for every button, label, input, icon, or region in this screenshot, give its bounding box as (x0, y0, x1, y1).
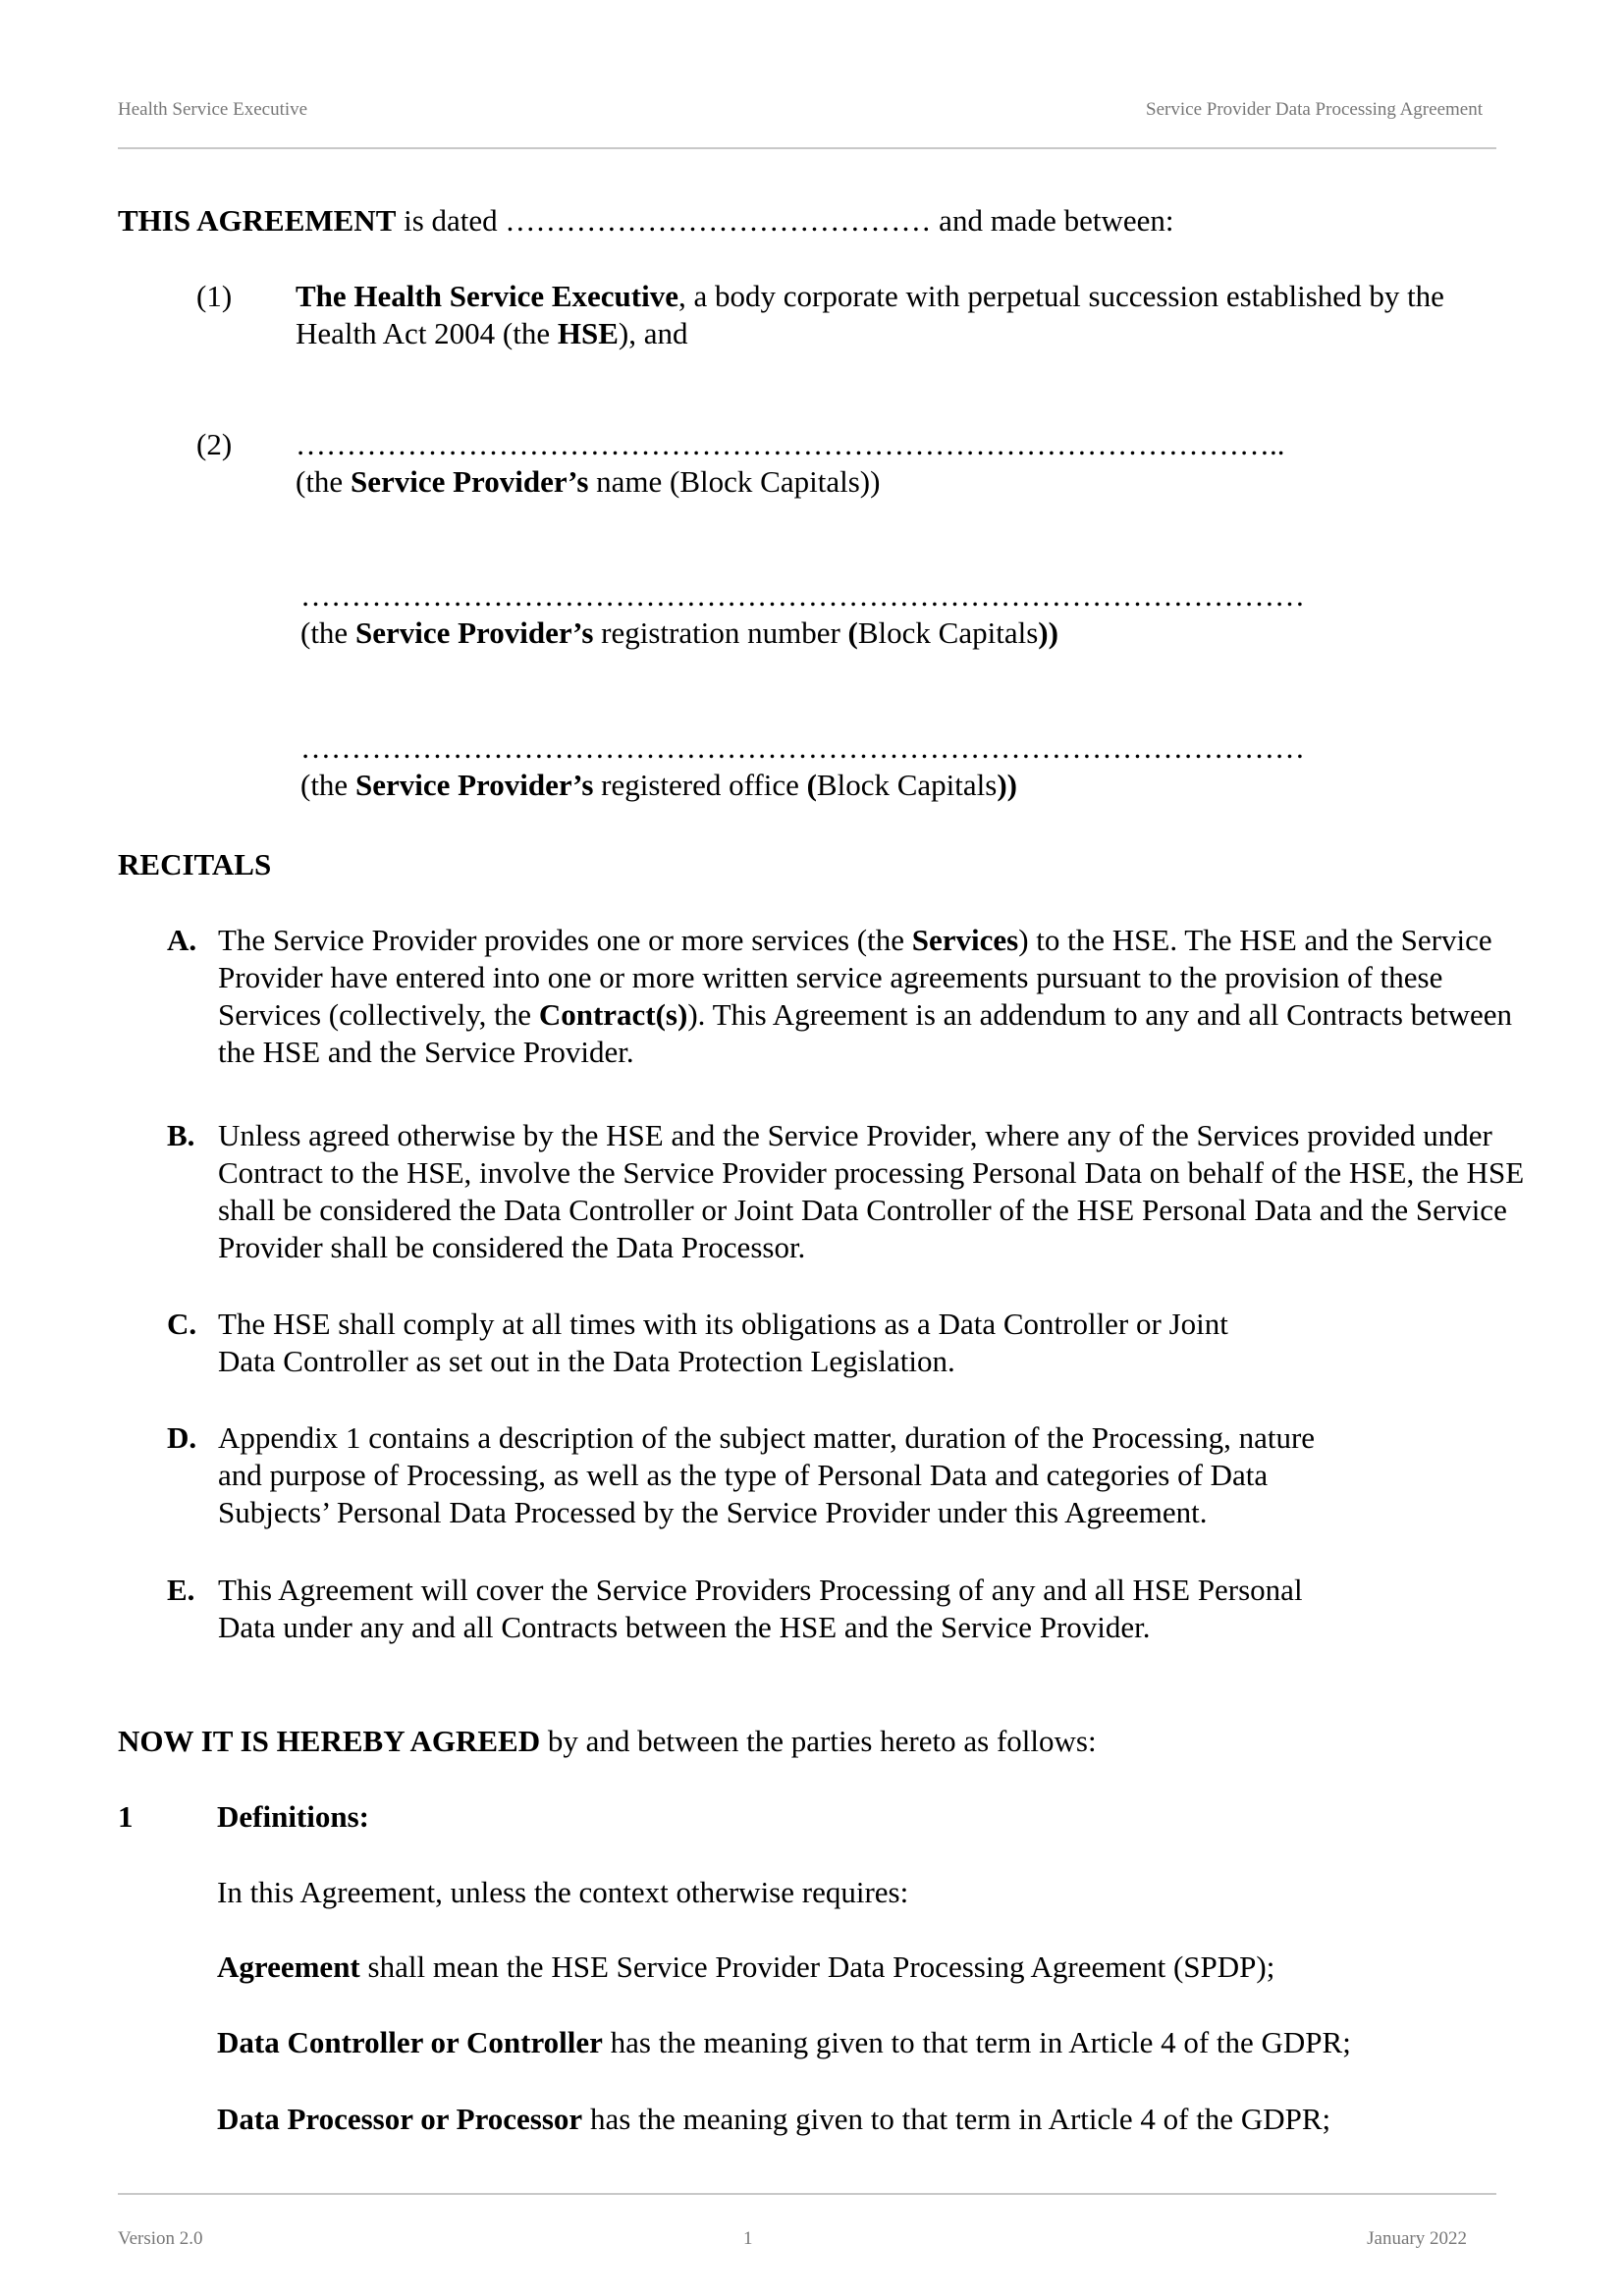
header-rule (118, 147, 1496, 149)
recital-a-part: ). This Agreement is an addendum to any and all Contracts between the HSE and the Service Provider. (218, 997, 1512, 1069)
recital-line: and purpose of Processing, as well as the type of Personal Data and categories of Data (218, 1458, 1269, 1492)
recital-a-term: Services (911, 923, 1019, 957)
recital-letter: E. (167, 1573, 195, 1607)
recital-letter: C. (167, 1307, 197, 1341)
recital-line: Appendix 1 contains a description of the subject matter, duration of the Processing, nature (218, 1420, 1316, 1455)
recital-text (218, 1419, 1532, 1531)
recital-letter: D. (167, 1420, 197, 1455)
caption-paren: ( (847, 615, 858, 650)
caption-caps: Block Capitals (857, 615, 1039, 650)
party-1-desc: , a body corporate with perpetual succession established by the Health Act 2004 (the (296, 279, 1444, 350)
party-2-registration-caption (300, 614, 1058, 652)
recital-text: Unless agreed otherwise by the HSE and the Service Provider, where any of the Services provided under Contract to the HSE, involve the Service Provider processing Personal Data on behalf of the HSE, the HSE shall be considered the Data Controller or Joint Data Controller of the HSE Personal Data and the Service Provider shall be considered the Data Processor. (218, 1118, 1525, 1264)
party-1-text (296, 278, 1513, 352)
definition-term: Data Controller or Controller (217, 2025, 603, 2059)
footer-rule (118, 2193, 1496, 2195)
party-2-office-caption (300, 767, 1017, 804)
definition-controller (217, 2024, 1351, 2061)
caption-bold: Service Provider’s (350, 464, 589, 499)
recitals-heading: RECITALS (118, 847, 272, 881)
party-2-name-caption (296, 463, 880, 501)
caption-pre: (the (300, 768, 355, 802)
recital-a (167, 922, 1532, 1071)
recital-line: Subjects’ Personal Data Processed by the Service Provider under this Agreement. (218, 1495, 1208, 1529)
header-left: Health Service Executive (118, 99, 308, 120)
definition-term: Agreement (217, 1949, 360, 1984)
party-1-number: (1) (196, 279, 233, 313)
party-1-end: ), and (618, 316, 688, 350)
agreed-bold: NOW IT IS HEREBY AGREED (118, 1724, 541, 1758)
definition-agreement (217, 1949, 1274, 1986)
footer-date: January 2022 (1367, 2228, 1467, 2249)
recital-e (167, 1572, 1532, 1646)
recital-line: Data Controller as set out in the Data Protection Legislation. (218, 1344, 955, 1378)
party-2-registration-blank[interactable]: ……………………………………………………………………………………… (300, 578, 1305, 613)
definition-processor (217, 2101, 1330, 2138)
section-number: 1 (118, 1799, 134, 1834)
recital-a-part: ) to the HSE. The HSE and the Service Provider have entered into one or more written service agreements pursuant to the provision of these Services (collectively, the (218, 923, 1492, 1032)
agreed-text: by and between the parties hereto as follows: (540, 1724, 1097, 1758)
caption-paren: )) (997, 768, 1017, 802)
caption-post: registered office (593, 768, 807, 802)
recital-a-part: The Service Provider provides one or more services (the (218, 923, 912, 957)
definition-text: has the meaning given to that term in Article 4 of the GDPR; (582, 2102, 1331, 2136)
party-1-abbr: HSE (557, 316, 619, 350)
definitions-intro: In this Agreement, unless the context otherwise requires: (217, 1875, 909, 1909)
recital-d (167, 1419, 1532, 1531)
caption-paren: ( (806, 768, 817, 802)
agreed-statement (118, 1723, 1097, 1760)
agreement-lead (118, 202, 1173, 240)
party-2-number: (2) (196, 427, 233, 461)
caption-post: name (Block Capitals)) (588, 464, 881, 499)
footer-version: Version 2.0 (118, 2228, 203, 2249)
page-number: 1 (743, 2228, 753, 2249)
recital-letter: A. (167, 923, 197, 957)
section-heading: Definitions: (217, 1799, 369, 1834)
caption-pre: (the (300, 615, 355, 650)
recital-line: The HSE shall comply at all times with its obligations as a Data Controller or Joint (218, 1307, 1228, 1341)
lead-text: is dated …………………………………… and made between: (396, 203, 1174, 238)
recital-a-term: Contract(s) (538, 997, 688, 1032)
recital-c (167, 1306, 1532, 1380)
recital-text (218, 1306, 1532, 1380)
caption-bold: Service Provider’s (354, 615, 594, 650)
caption-post: registration number (593, 615, 848, 650)
definition-text: shall mean the HSE Service Provider Data Processing Agreement (SPDP); (359, 1949, 1275, 1984)
party-1-name: The Health Service Executive (296, 279, 678, 313)
party-2-name-blank[interactable]: …………………………………………………………………………………….. (296, 427, 1285, 461)
caption-bold: Service Provider’s (354, 768, 594, 802)
recital-line: Data under any and all Contracts between the HSE and the Service Provider. (218, 1610, 1151, 1644)
recital-letter: B. (167, 1118, 195, 1152)
party-2-office-blank[interactable]: ……………………………………………………………………………………… (300, 730, 1305, 765)
caption-pre: (the (296, 464, 351, 499)
caption-caps: Block Capitals (816, 768, 998, 802)
recital-text (218, 1572, 1532, 1646)
caption-paren: )) (1038, 615, 1058, 650)
recital-text (218, 922, 1532, 1071)
definition-text: has the meaning given to that term in Article 4 of the GDPR; (602, 2025, 1351, 2059)
recital-line: This Agreement will cover the Service Providers Processing of any and all HSE Personal (218, 1573, 1303, 1607)
recital-b (167, 1117, 1532, 1266)
lead-bold: THIS AGREEMENT (118, 203, 397, 238)
header-right: Service Provider Data Processing Agreement (1146, 99, 1483, 120)
definition-term: Data Processor or Processor (217, 2102, 583, 2136)
